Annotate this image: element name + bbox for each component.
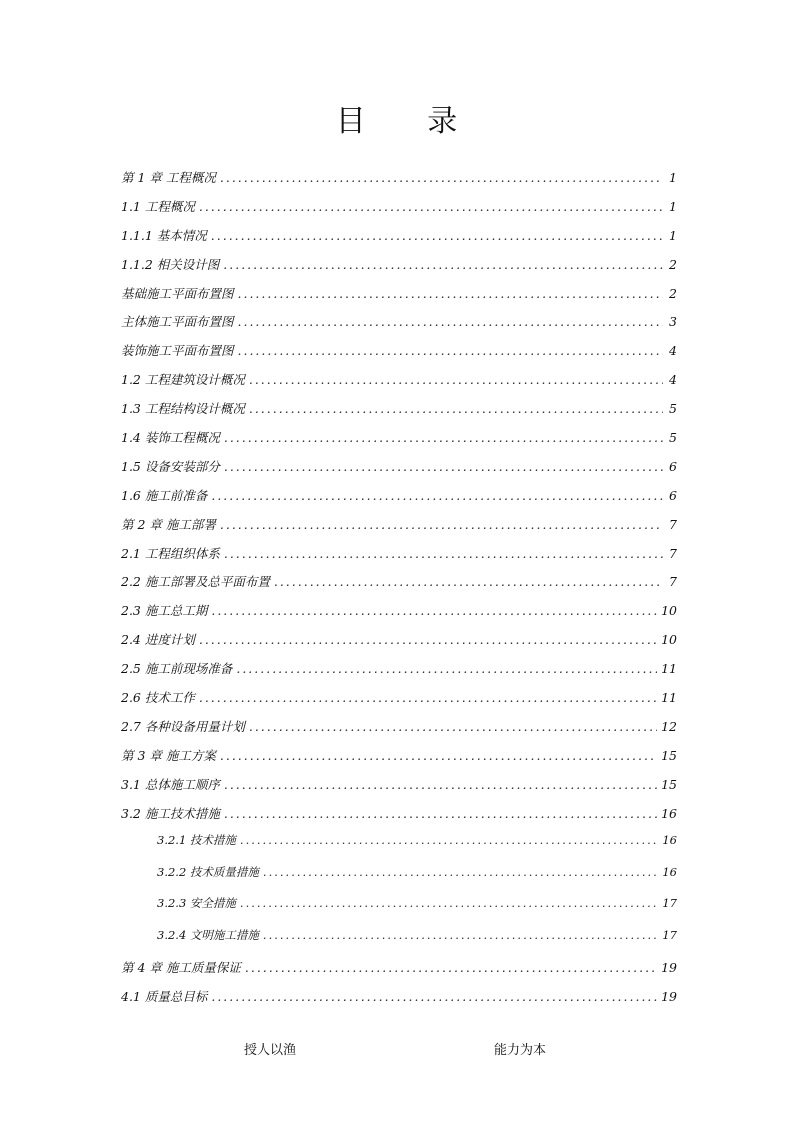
dot-leader	[274, 574, 663, 589]
toc-entry-page: 4	[669, 343, 677, 359]
dot-leader	[249, 372, 663, 387]
toc-entry-label: 1.1.1 基本情况	[121, 227, 207, 243]
toc-entry-label: 第 2 章 施工部署	[121, 516, 216, 532]
dot-leader	[263, 865, 658, 879]
toc-entry-page: 4	[669, 372, 677, 388]
dot-leader	[223, 257, 663, 272]
toc-entry-label: 3.2.4 文明施工措施	[157, 927, 259, 942]
toc-entry-page: 2	[669, 256, 677, 272]
toc-entry-label: 3.2 施工技术措施	[121, 805, 220, 821]
toc-entry-label: 1.4 装饰工程概况	[121, 430, 220, 446]
toc-entry[interactable]	[121, 370, 677, 399]
toc-entry[interactable]	[121, 341, 677, 370]
toc-entry-label: 2.7 各种设备用量计划	[121, 718, 245, 734]
toc-entry-page: 17	[662, 896, 677, 911]
toc-subentry[interactable]	[121, 927, 677, 959]
toc-entry-page: 15	[661, 776, 677, 792]
dot-leader	[240, 896, 658, 910]
toc-entry-page: 3	[669, 314, 677, 330]
toc-entry[interactable]	[121, 428, 677, 457]
toc-entry[interactable]	[121, 688, 677, 717]
toc-entry-label: 3.2.2 技术质量措施	[157, 864, 259, 879]
toc-entry-label: 1.6 施工前准备	[121, 487, 208, 503]
toc-entry[interactable]	[121, 804, 677, 833]
toc-entry-label: 3.2.3 安全措施	[157, 896, 236, 911]
toc-entry-page: 7	[669, 545, 677, 561]
toc-entry-page: 2	[669, 285, 677, 301]
toc-entry-page: 19	[661, 989, 677, 1005]
dot-leader	[249, 719, 657, 734]
toc-entry[interactable]	[121, 572, 677, 601]
toc-entry-label: 第 4 章 施工质量保证	[121, 960, 241, 976]
toc-entry-page: 6	[669, 458, 677, 474]
toc-entry-page: 16	[662, 833, 677, 848]
dot-leader	[211, 488, 663, 503]
toc-entry-label: 基础施工平面布置图	[121, 285, 234, 301]
dot-leader	[224, 806, 657, 821]
toc-entry-label: 3.2.1 技术措施	[157, 833, 236, 848]
toc-entry-label: 2.3 施工总工期	[121, 603, 208, 619]
dot-leader	[211, 989, 657, 1004]
toc-entry-page: 1	[669, 170, 677, 185]
footer-right-text: 能力为本	[494, 1043, 547, 1058]
dot-leader	[224, 459, 663, 474]
toc-entry[interactable]	[121, 987, 677, 1016]
toc-entry[interactable]	[121, 515, 677, 544]
toc-entry[interactable]	[121, 457, 677, 486]
toc-entry[interactable]	[121, 312, 677, 341]
toc-entry-page: 7	[669, 574, 677, 590]
toc-entry-page: 1	[669, 198, 677, 214]
toc-subentry[interactable]	[121, 832, 677, 864]
toc-entry-page: 6	[669, 487, 677, 503]
toc-entry[interactable]	[121, 659, 677, 688]
toc-entry-page: 1	[669, 227, 677, 243]
toc-subentry[interactable]	[121, 864, 677, 896]
toc-entry[interactable]	[121, 486, 677, 515]
dot-leader	[238, 343, 663, 358]
toc-entry[interactable]	[121, 601, 677, 630]
dot-leader	[211, 228, 663, 243]
toc-entry-page: 11	[661, 661, 677, 677]
toc-entry[interactable]	[121, 544, 677, 573]
toc-entry-label: 1.2 工程建筑设计概况	[121, 372, 245, 388]
dot-leader	[199, 632, 657, 647]
dot-leader	[245, 960, 657, 975]
dot-leader	[236, 661, 657, 676]
dot-leader	[263, 928, 658, 942]
toc-entry[interactable]	[121, 717, 677, 746]
toc-entry-label: 装饰施工平面布置图	[121, 343, 234, 359]
dot-leader	[224, 430, 663, 445]
dot-leader	[224, 546, 663, 561]
footer-left-text: 授人以渔	[244, 1043, 297, 1058]
page-title: 目 录	[335, 104, 484, 139]
dot-leader	[220, 170, 663, 185]
toc-entry[interactable]	[121, 255, 677, 284]
dot-leader	[249, 401, 663, 416]
toc-subentry[interactable]	[121, 895, 677, 927]
toc-entry[interactable]	[121, 399, 677, 428]
toc-entry-page: 5	[669, 401, 677, 417]
toc-entry[interactable]	[121, 746, 677, 775]
dot-leader	[224, 777, 657, 792]
toc-entry[interactable]	[121, 168, 677, 197]
dot-leader	[211, 603, 657, 618]
toc-entry-page: 7	[669, 516, 677, 532]
toc-entry-label: 2.6 技术工作	[121, 690, 195, 706]
toc-entry-label: 1.3 工程结构设计概况	[121, 401, 245, 417]
dot-leader	[238, 314, 663, 329]
dot-leader	[220, 517, 663, 532]
toc-entry-label: 1.5 设备安装部分	[121, 458, 220, 474]
toc-entry-label: 2.5 施工前现场准备	[121, 661, 233, 677]
toc-entry-page: 17	[662, 927, 677, 942]
toc-entry-label: 4.1 质量总目标	[121, 989, 208, 1005]
toc-entry-label: 2.1 工程组织体系	[121, 545, 220, 561]
toc-entry[interactable]	[121, 775, 677, 804]
toc-entry-label: 1.1.2 相关设计图	[121, 256, 220, 272]
toc-entry-page: 10	[661, 632, 677, 648]
toc-entry-page: 16	[662, 864, 677, 879]
dot-leader	[220, 748, 657, 763]
toc-entry[interactable]	[121, 630, 677, 659]
toc-entry-page: 15	[661, 747, 677, 763]
toc-entry-page: 11	[661, 690, 677, 706]
toc-entry[interactable]	[121, 958, 677, 987]
toc-entry[interactable]	[121, 226, 677, 255]
toc-entry-label: 2.2 施工部署及总平面布置	[121, 574, 270, 590]
toc-entry-label: 2.4 进度计划	[121, 632, 195, 648]
dot-leader	[238, 286, 663, 301]
toc-entry[interactable]	[121, 197, 677, 226]
toc-entry[interactable]	[121, 284, 677, 313]
toc-entry-label: 3.1 总体施工顺序	[121, 776, 220, 792]
toc-entry-label: 主体施工平面布置图	[121, 314, 234, 330]
toc-entry-page: 16	[661, 805, 677, 821]
toc-entry-label: 第 1 章 工程概况	[121, 170, 216, 185]
dot-leader	[199, 199, 663, 214]
table-of-contents	[121, 168, 677, 1016]
dot-leader	[199, 690, 657, 705]
toc-entry-page: 12	[661, 718, 677, 734]
toc-entry-page: 5	[669, 430, 677, 446]
dot-leader	[240, 833, 658, 847]
toc-entry-label: 第 3 章 施工方案	[121, 747, 216, 763]
toc-entry-page: 19	[661, 960, 677, 976]
toc-entry-page: 10	[661, 603, 677, 619]
toc-entry-label: 1.1 工程概况	[121, 198, 195, 214]
